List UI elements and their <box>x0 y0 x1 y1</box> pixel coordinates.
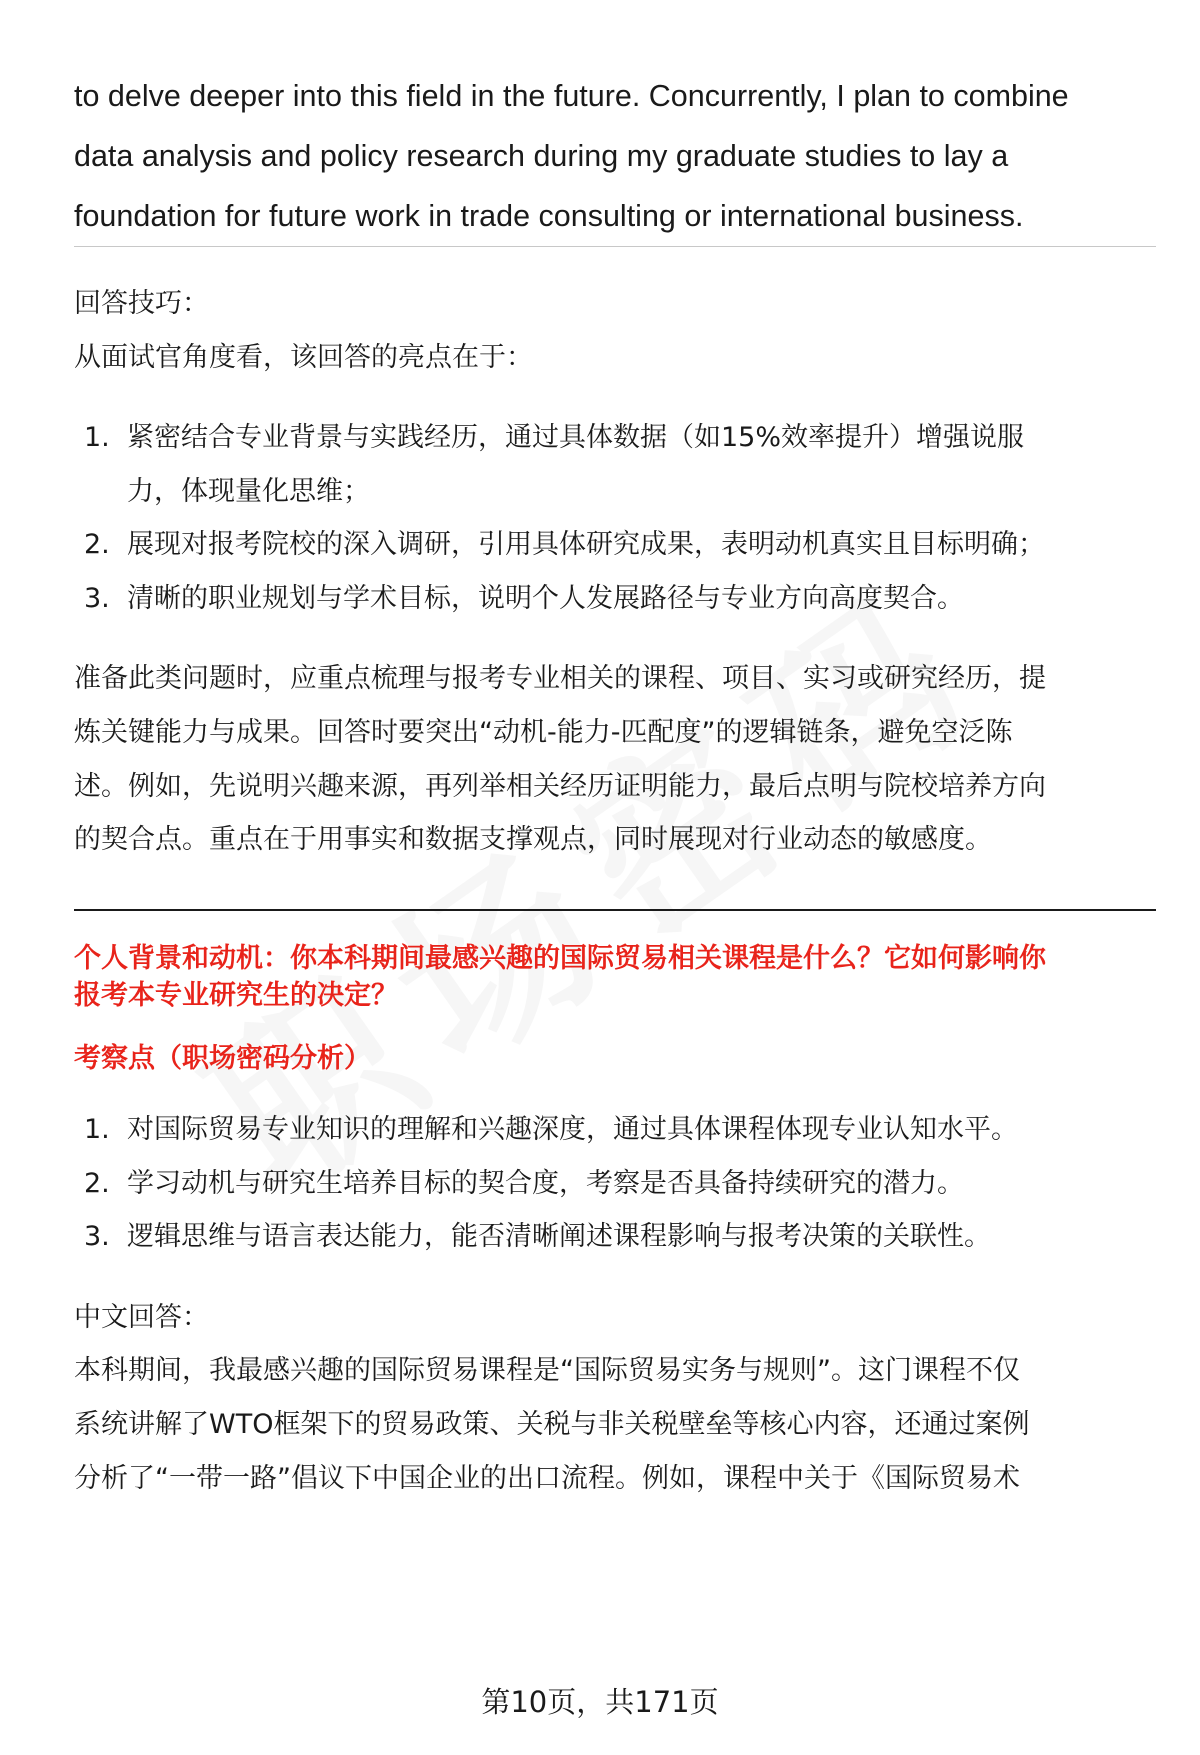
english-line-3: foundation for future work in trade consulting or international business. <box>74 199 1024 233</box>
english-answer-paragraph <box>74 66 1156 246</box>
page-number: 第10页，共171页 <box>481 1685 719 1719</box>
tips-item-1-line-1: 紧密结合专业背景与实践经历，通过具体数据（如15%效率提升）增强说服 <box>127 422 1025 453</box>
question-title-line-2: 报考本专业研究生的决定？ <box>74 980 398 1011</box>
advice-line-1: 准备此类问题时，应重点梳理与报考专业相关的课程、项目、实习或研究经历，提 <box>74 663 1046 694</box>
answer-heading: 中文回答： <box>74 1302 209 1333</box>
focus-item-1-number: 1. <box>84 1114 110 1145</box>
tips-item-1-number: 1. <box>84 422 110 453</box>
tips-item-3-number: 3. <box>84 583 110 614</box>
tips-item-2-line-1: 展现对报考院校的深入调研，引用具体研究成果，表明动机真实且目标明确； <box>127 529 1045 560</box>
advice-line-3: 述。例如，先说明兴趣来源，再列举相关经历证明能力，最后点明与院校培养方向 <box>74 771 1046 802</box>
tips-item-2-number: 2. <box>84 529 110 560</box>
answer-line-1: 本科期间，我最感兴趣的国际贸易课程是“国际贸易实务与规则”。这门课程不仅 <box>74 1355 1020 1386</box>
advice-line-2: 炼关键能力与成果。回答时要突出“动机-能力-匹配度”的逻辑链条，避免空泛陈 <box>74 717 1013 748</box>
answer-line-2: 系统讲解了WTO框架下的贸易政策、关税与非关税壁垒等核心内容，还通过案例 <box>74 1409 1030 1440</box>
focus-item-2-number: 2. <box>84 1168 110 1199</box>
tips-item-1-line-2: 力，体现量化思维； <box>127 476 370 507</box>
focus-item-3-text: 逻辑思维与语言表达能力，能否清晰阐述课程影响与报考决策的关联性。 <box>127 1221 991 1252</box>
question-title-line-1: 个人背景和动机：你本科期间最感兴趣的国际贸易相关课程是什么？它如何影响你 <box>74 943 1046 974</box>
section-divider <box>74 246 1156 247</box>
focus-item-1-text: 对国际贸易专业知识的理解和兴趣深度，通过具体课程体现专业认知水平。 <box>127 1114 1018 1145</box>
tips-item-3-line-1: 清晰的职业规划与学术目标，说明个人发展路径与专业方向高度契合。 <box>127 583 964 614</box>
english-line-2: data analysis and policy research during my graduate studies to lay a <box>74 139 1009 173</box>
focus-item-2-text: 学习动机与研究生培养目标的契合度，考察是否具备持续研究的潜力。 <box>127 1168 964 1199</box>
focus-heading: 考察点（职场密码分析） <box>74 1043 371 1074</box>
focus-item-3-number: 3. <box>84 1221 110 1252</box>
english-line-1: to delve deeper into this field in the future. Concurrently, I plan to combine <box>74 79 1069 113</box>
advice-line-4: 的契合点。重点在于用事实和数据支撑观点，同时展现对行业动态的敏感度。 <box>74 824 992 855</box>
answer-line-3: 分析了“一带一路”倡议下中国企业的出口流程。例如，课程中关于《国际贸易术 <box>74 1463 1020 1494</box>
tips-heading: 回答技巧： <box>74 288 209 319</box>
question-divider <box>74 909 1156 911</box>
tips-lead: 从面试官角度看，该回答的亮点在于： <box>74 342 533 373</box>
